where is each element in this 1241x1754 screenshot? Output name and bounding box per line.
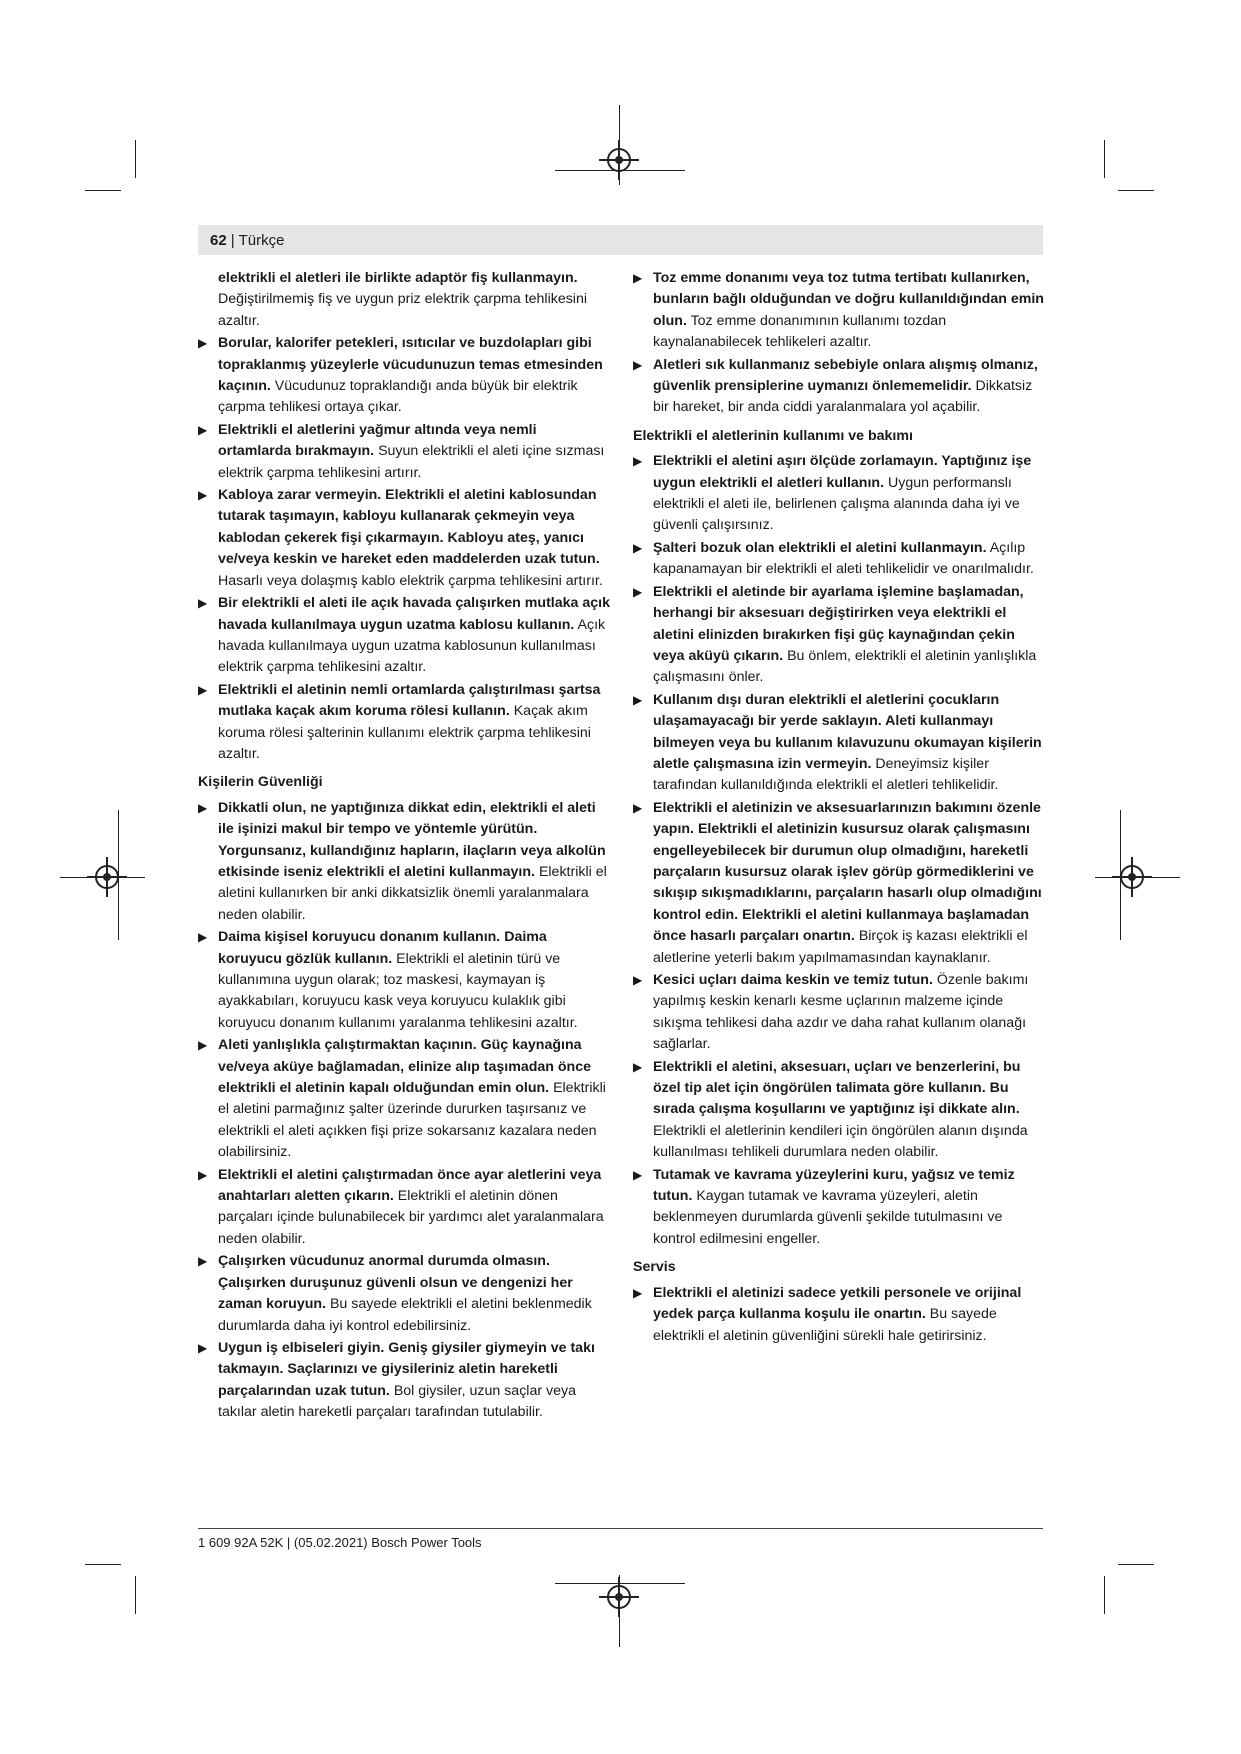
explanation-text: Elektrikli el aletlerinin kendileri için öngörülen alanın dışında kullanılması tehlikeli durumlara neden olabilir.	[653, 1122, 1028, 1161]
bullet-item	[633, 451, 1048, 537]
bold-instruction: Elektrikli el aletinin nemli ortamlarda çalıştırılması şartsa mutlaka kaçak akım koruma rölesi kullanın.	[218, 681, 601, 720]
bold-instruction: Uygun iş elbiseleri giyin. Geniş giysiler giymeyin ve takı takmayın. Saçlarınızı ve giysileriniz aletin hareketli parçalarından uzak tutun.	[218, 1339, 595, 1399]
bullet-item	[198, 485, 613, 592]
crop-mark-top-left-h	[85, 190, 121, 191]
bullet-item	[198, 593, 613, 679]
bullet-item	[633, 1283, 1048, 1347]
explanation-text: Açılıp kapanamayan bir elektrikli el aleti tehlikelidir ve onarılmalıdır.	[653, 539, 1034, 578]
section-heading: Servis	[633, 1259, 676, 1276]
crop-mark-bottom-left-h	[85, 1564, 121, 1565]
registration-target-right-icon	[1120, 865, 1144, 889]
bullet-item	[198, 1035, 613, 1163]
reg-line-bottom-h	[555, 1583, 685, 1584]
bullet-arrow-icon: ▶	[198, 682, 208, 697]
bullet-arrow-icon: ▶	[198, 800, 208, 815]
page-number: 62	[210, 231, 227, 249]
crop-mark-bottom-left-v	[135, 1576, 136, 1614]
explanation-text: Elektrikli el aletinin dönen parçaları içinde bulunabilecek bir yardımcı alet yaralanmalara neden olabilir.	[218, 1188, 604, 1247]
explanation-text: Deneyimsiz kişiler tarafından kullanıldığında elektrikli el aletleri tehlikelidir.	[653, 755, 999, 794]
bullet-arrow-icon: ▶	[633, 800, 643, 815]
header-language: Türkçe	[238, 231, 285, 249]
bold-instruction: Kabloya zarar vermeyin. Elektrikli el aletini kablosundan tutarak taşımayın, kabloyu kullanarak çekmeyin veya kablodan çekerek fişi çıkarmayın. Kabloyu ateş, yanıcı ve/veya keskin ve hareket eden maddelerden uzak tutun.	[218, 487, 600, 568]
bullet-arrow-icon: ▶	[633, 1059, 643, 1074]
explanation-text: Kaçak akım koruma rölesi şalterinin kullanımı elektrik çarpma tehlikesini azaltır.	[218, 703, 591, 762]
bold-instruction: Elektrikli el aletinizin ve aksesuarlarınızın bakımını özenle yapın. Elektrikli el aletinizin kusursuz olarak çalışmasını engelleyebilecek bir durumun olup olmadığını, hareketli parçaların kusursuz olarak işlev görüp görmediklerini ve sıkışıp sıkışmadıklarını, parçaların hasarlı olup olmadığını kontrol edin. Elektrikli el aletini kullanmaya başlamadan önce hasarlı parçaları onartın.	[653, 799, 1042, 945]
bullet-item	[198, 927, 613, 1034]
bold-instruction: Bir elektrikli el aleti ile açık havada çalışırken mutlaka açık havada kullanılmaya uygun uzatma kablosu kullanın.	[218, 595, 610, 633]
bullet-item	[198, 1165, 613, 1251]
bullet-item	[633, 798, 1048, 969]
footer-text: 1 609 92A 52K | (05.02.2021) Bosch Power Tools	[198, 1535, 482, 1550]
bold-instruction: Tutamak ve kavrama yüzeylerini kuru, yağsız ve temiz tutun.	[653, 1166, 1015, 1205]
explanation-text: Vücudunuz topraklandığı anda büyük bir elektrik çarpma tehlikesi ortaya çıkar.	[218, 378, 578, 416]
bullet-item	[633, 268, 1048, 354]
bullet-item	[633, 1057, 1048, 1164]
explanation-text: Bol giysiler, uzun saçlar veya takılar aletin hareketli parçaları tarafından tutulabilir.	[218, 1382, 576, 1421]
bullet-item	[198, 680, 613, 766]
explanation-text: Elektrikli el aletinin türü ve kullanımına uygun olarak; toz maskesi, kaymayan iş ayakkabıları, koruyucu kask veya koruyucu kulaklık gibi koruyucu donanım kullanımı yaralanma tehlikesini azaltır.	[218, 950, 578, 1031]
explanation-text: Birçok iş kazası elektrikli el aletlerine yeterli bakım yapılmamasından kaynaklanır.	[653, 928, 1028, 966]
explanation-text: Toz emme donanımının kullanımı tozdan kaynalanabilecek tehlikeleri azaltır.	[653, 312, 947, 351]
bold-instruction: Toz emme donanımı veya toz tutma tertibatı kullanırken, bunların bağlı olduğundan ve doğru kullanıldığından emin olun.	[653, 270, 1044, 329]
bold-instruction: Elektrikli el aletini çalıştırmadan önce ayar aletlerini veya anahtarları aletten çıkarın.	[218, 1166, 602, 1205]
registration-target-bottom-icon	[607, 1585, 631, 1609]
page-header	[198, 225, 1043, 255]
bullet-arrow-icon: ▶	[198, 1254, 208, 1269]
bullet-item	[198, 1251, 613, 1337]
continued-paragraph	[198, 268, 613, 332]
bullet-arrow-icon: ▶	[198, 336, 208, 351]
explanation-text: Bu sayede elektrikli el aletinin güvenliğini sürekli hale getirirsiniz.	[653, 1306, 997, 1344]
registration-target-top-icon	[607, 148, 631, 172]
crop-mark-bottom-right-v	[1104, 1576, 1105, 1614]
explanation-text: Dikkatsiz bir hareket, bir anda ciddi yaralanmalara yol açabilir.	[653, 378, 1033, 416]
bullet-item	[633, 1165, 1048, 1251]
bullet-item	[198, 420, 613, 484]
explanation-text: Değiştirilmemiş fiş ve uygun priz elektrik çarpma tehlikesini azaltır.	[218, 291, 587, 329]
explanation-text: Hasarlı veya dolaşmış kablo elektrik çarpma tehlikesini artırır.	[218, 572, 603, 589]
bullet-item	[633, 355, 1048, 419]
bullet-arrow-icon: ▶	[198, 930, 208, 945]
crop-mark-top-left-v	[135, 140, 136, 178]
section-heading: Elektrikli el aletlerinin kullanımı ve bakımı	[633, 427, 913, 444]
explanation-text: Bu önlem, elektrikli el aletinin yanlışlıkla çalışmasını önler.	[653, 647, 1037, 686]
bullet-arrow-icon: ▶	[198, 488, 208, 503]
bullet-arrow-icon: ▶	[198, 1340, 208, 1355]
bold-instruction: Daima kişisel koruyucu donanım kullanın. Daima koruyucu gözlük kullanın.	[218, 929, 547, 967]
bold-instruction: elektrikli el aletleri ile birlikte adaptör fiş kullanmayın.	[218, 270, 578, 286]
bullet-arrow-icon: ▶	[633, 692, 643, 707]
crop-mark-top-right-h	[1118, 190, 1154, 191]
crop-mark-bottom-right-h	[1118, 1564, 1154, 1565]
registration-target-left-icon	[95, 865, 119, 889]
explanation-text: Kaygan tutamak ve kavrama yüzeyleri, aletin beklenmeyen durumlarda güvenli şekilde tutulmasını ve kontrol edilmesini engeller.	[653, 1188, 1003, 1247]
bullet-arrow-icon: ▶	[198, 422, 208, 437]
bullet-arrow-icon: ▶	[633, 540, 643, 555]
explanation-text: Açık havada kullanılmaya uygun uzatma kablosunun kullanılması elektrik çarpma tehlikesini azaltır.	[218, 616, 606, 676]
bold-instruction: Elektrikli el aletlerini yağmur altında veya nemli ortamlarda bırakmayın.	[218, 421, 537, 460]
footer-rule	[198, 1528, 1043, 1529]
explanation-text: Bu sayede elektrikli el aletini beklenmedik durumlarda daha iyi kontrol edebilirsiniz.	[218, 1296, 592, 1334]
bold-instruction: Elektrikli el aletini, aksesuarı, uçları ve benzerlerini, bu özel tip alet için öngörülen talimata göre kullanın. Bu sırada çalışma koşullarını ve yaptığınız işi dikkate alın.	[653, 1058, 1021, 1118]
bold-instruction: Elektrikli el aletinde bir ayarlama işlemine başlamadan, herhangi bir aksesuarı değiştirirken veya elektrikli el aletini elinizden bırakırken fişi güç kaynağından çekin veya aküyü çıkarın.	[653, 583, 1024, 664]
bold-instruction: Kesici uçları daima keskin ve temiz tutun.	[653, 972, 933, 988]
bold-instruction: Aleti yanlışlıkla çalıştırmaktan kaçının. Güç kaynağına ve/veya aküye bağlamadan, elinize alıp taşımadan önce elektrikli el aletinin kapalı olduğundan emin olun.	[218, 1037, 591, 1097]
bullet-arrow-icon: ▶	[198, 1038, 208, 1053]
crop-mark-top-right-v	[1104, 140, 1105, 178]
bullet-arrow-icon: ▶	[633, 1285, 643, 1300]
explanation-text: Uygun performanslı elektrikli el aleti ile, belirlenen çalışma alanında daha iyi ve güvenli çalışırsınız.	[653, 474, 1020, 534]
section-heading: Kişilerin Güvenliği	[198, 774, 323, 791]
bullet-item	[198, 798, 613, 926]
bullet-item	[633, 582, 1048, 689]
bullet-item	[633, 538, 1048, 581]
bullet-item	[633, 970, 1048, 1056]
bullet-arrow-icon: ▶	[198, 1167, 208, 1182]
explanation-text: Özenle bakımı yapılmış keskin kenarlı kesme uçlarının malzeme içinde sıkışma tehlikesi daha azdır ve daha rahat kullanım olanağı sağlarlar.	[653, 972, 1029, 1053]
bullet-arrow-icon: ▶	[198, 596, 208, 611]
bold-instruction: Borular, kalorifer petekleri, ısıtıcılar ve buzdolapları gibi topraklanmış yüzeylerle vücudunuzun temas etmesinden kaçının.	[218, 335, 603, 395]
explanation-text: Elektrikli el aletini parmağınız şalter üzerinde dururken taşırsanız ve elektrikli el aleti açıkken fişi prize sokarsanız kazalara neden olabilirsiniz.	[218, 1080, 606, 1161]
bold-instruction: Elektrikli el aletini aşırı ölçüde zorlamayın. Yaptığınız işe uygun elektrikli el aletleri kullanın.	[653, 453, 1032, 491]
bullet-item	[198, 1338, 613, 1424]
bold-instruction: Dikkatli olun, ne yaptığınıza dikkat edin, elektrikli el aleti ile işinizi makul bir tempo ve yöntemle yürütün. Yorgunsanız, kullandığınız hapların, ilaçların veya alkolün etkisinde iseniz elektrikli el aletini kullanmayın.	[218, 799, 606, 880]
bullet-arrow-icon: ▶	[633, 973, 643, 987]
bullet-arrow-icon: ▶	[633, 454, 643, 469]
header-separator: |	[230, 231, 235, 249]
bullet-item	[633, 690, 1048, 797]
bold-instruction: Şalteri bozuk olan elektrikli el aletini kullanmayın.	[653, 539, 987, 556]
bold-instruction: Aletleri sık kullanmanız sebebiyle onlara alışmış olmanız, güvenlik prensiplerine uymanızı önlememelidir.	[653, 356, 1038, 395]
bold-instruction: Elektrikli el aletinizi sadece yetkili personele ve orijinal yedek parça kullanma koşulu ile onartın.	[653, 1284, 1022, 1323]
bullet-arrow-icon: ▶	[633, 584, 643, 599]
explanation-text: Elektrikli el aletini kullanırken bir anki dikkatsizlik önemli yaralanmalara neden olabilir.	[218, 863, 607, 923]
bold-instruction: Çalışırken vücudunuz anormal durumda olmasın. Çalışırken duruşunuz güvenli olsun ve dengenizi her zaman koruyun.	[218, 1253, 573, 1313]
bullet-arrow-icon: ▶	[633, 1167, 643, 1182]
bold-instruction: Kullanım dışı duran elektrikli el aletlerini çocukların ulaşamayacağı bir yerde saklayın. Aleti kullanmayı bilmeyen veya bu kullanım kılavuzunu okumayan kişilerin aletle çalışmasına izin vermeyin.	[653, 691, 1042, 772]
bullet-arrow-icon: ▶	[633, 357, 643, 372]
bullet-item	[198, 333, 613, 419]
left-column	[198, 268, 613, 1425]
bullet-arrow-icon: ▶	[633, 271, 643, 285]
explanation-text: Suyun elektrikli el aleti içine sızması elektrik çarpma tehlikesini artırır.	[218, 443, 605, 481]
right-column	[633, 268, 1048, 1348]
